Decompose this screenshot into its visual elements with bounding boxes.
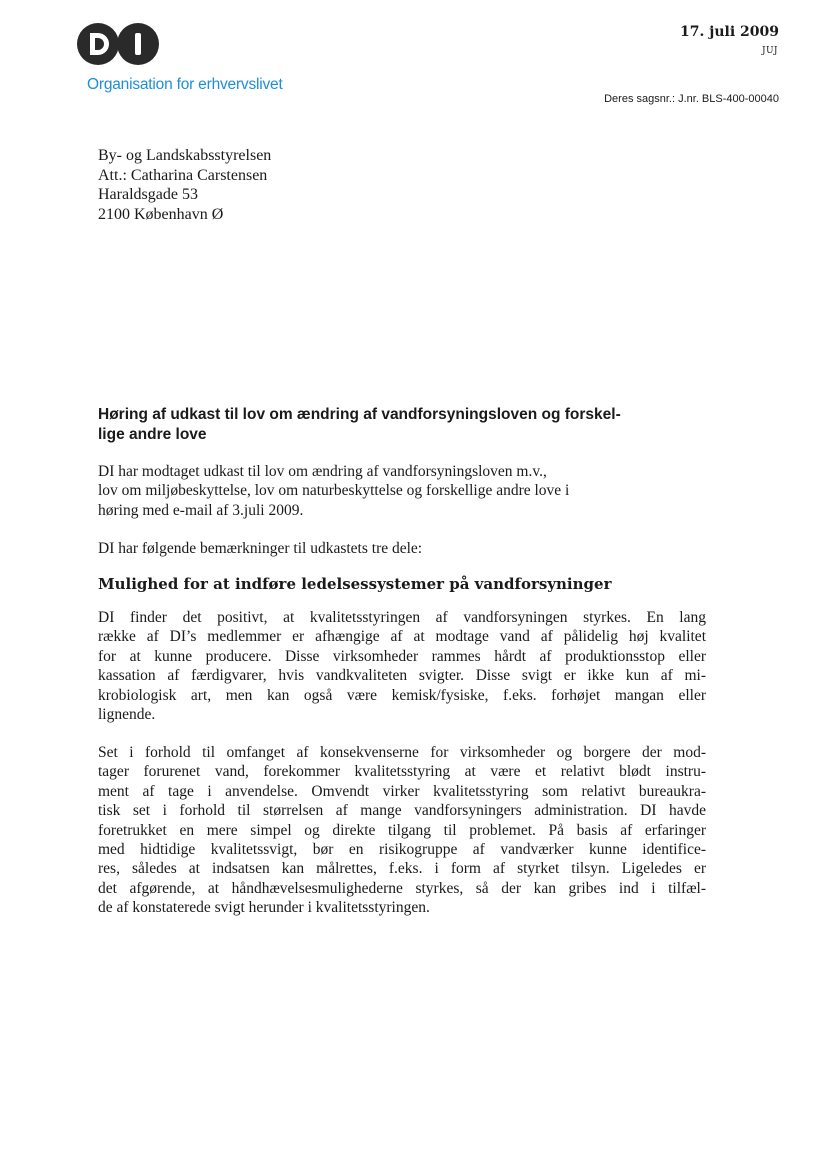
recipient-line: 2100 København Ø	[98, 205, 224, 223]
paragraph-line: det afgørende, at håndhævelsesmulighederne styrkes, så der kan gribes ind i tilfæl-	[98, 879, 706, 897]
paragraph-line: lignende.	[98, 706, 156, 724]
recipient-line: Haraldsgade 53	[98, 186, 198, 203]
sender-initials: JUJ	[761, 46, 778, 56]
subject-line: Høring af udkast til lov om ændring af vandforsyningsloven og forskel-	[98, 406, 621, 423]
letter-date: 17. juli 2009	[680, 24, 779, 40]
letter-subject	[98, 405, 718, 444]
paragraph-line: tager forurenet vand, forekommer kvalitetsstyring at være et relativt blødt instru-	[98, 763, 706, 781]
body-paragraph-2	[98, 743, 706, 918]
paragraph-line: DI finder det positivt, at kvalitetsstyringen af vandforsyningen styrkes. En lang	[98, 609, 706, 626]
di-logo	[76, 20, 160, 68]
remarks-paragraph	[98, 539, 706, 558]
paragraph-line: lov om miljøbeskyttelse, lov om naturbeskyttelse og forskellige andre love i	[98, 482, 570, 500]
paragraph-line: foretrukket en mere simpel og direkte tilgang til problemet. På basis af erfaringer	[98, 821, 706, 839]
recipient-line: Att.: Catharina Carstensen	[98, 166, 268, 184]
paragraph-line: Set i forhold til omfanget af konsekvenserne for virksomheder og borgere der mod-	[98, 744, 706, 761]
paragraph-line: for at kunne producere. Disse virksomheder rammes hårdt af produktionsstop eller	[98, 647, 706, 665]
paragraph-line: kassation af færdigvarer, hvis vandkvaliteten svigter. Disse svigt er ikke kun af mi-	[98, 667, 706, 685]
subject-line: lige andre love	[98, 425, 207, 443]
paragraph-line: ment af tage i anvendelse. Omvendt virker kvalitetsstyring som relativt bureaukra-	[98, 782, 706, 800]
intro-paragraph	[98, 462, 706, 520]
paragraph-line: DI har modtaget udkast til lov om ændring af vandforsyningsloven m.v.,	[98, 463, 547, 480]
paragraph-line: de af konstaterede svigt herunder i kvalitetsstyringen.	[98, 899, 430, 917]
section-heading: Mulighed for at indføre ledelsessystemer på vandforsyninger	[98, 575, 612, 593]
di-logo-mark	[76, 20, 160, 68]
paragraph-line: række af DI’s medlemmer er afhængige af at modtage vand af pålidelig høj kvalitet	[98, 628, 706, 646]
organisation-name: Organisation for erhvervslivet	[87, 76, 283, 93]
recipient-address	[98, 146, 271, 224]
paragraph-line: res, således at indsatsen kan målrettes, f.eks. i form af styrket tilsyn. Ligeledes er	[98, 860, 706, 878]
paragraph-line: DI har følgende bemærkninger til udkastets tre dele:	[98, 540, 423, 557]
paragraph-line: høring med e-mail af 3.juli 2009.	[98, 501, 304, 519]
paragraph-line: med hidtidige kvalitetssvigt, bør en risikogruppe af vandværker kunne identifice-	[98, 841, 706, 859]
reference-number: Deres sagsnr.: J.nr. BLS-400-00040	[604, 93, 779, 105]
paragraph-line: krobiologisk art, men kan også være kemisk/fysiske, f.eks. forhøjet mangan eller	[98, 686, 706, 704]
recipient-line: By- og Landskabsstyrelsen	[98, 147, 272, 164]
body-paragraph-1	[98, 608, 706, 724]
paragraph-line: tisk set i forhold til størrelsen af mange vandforsyningers administration. DI havde	[98, 802, 706, 820]
